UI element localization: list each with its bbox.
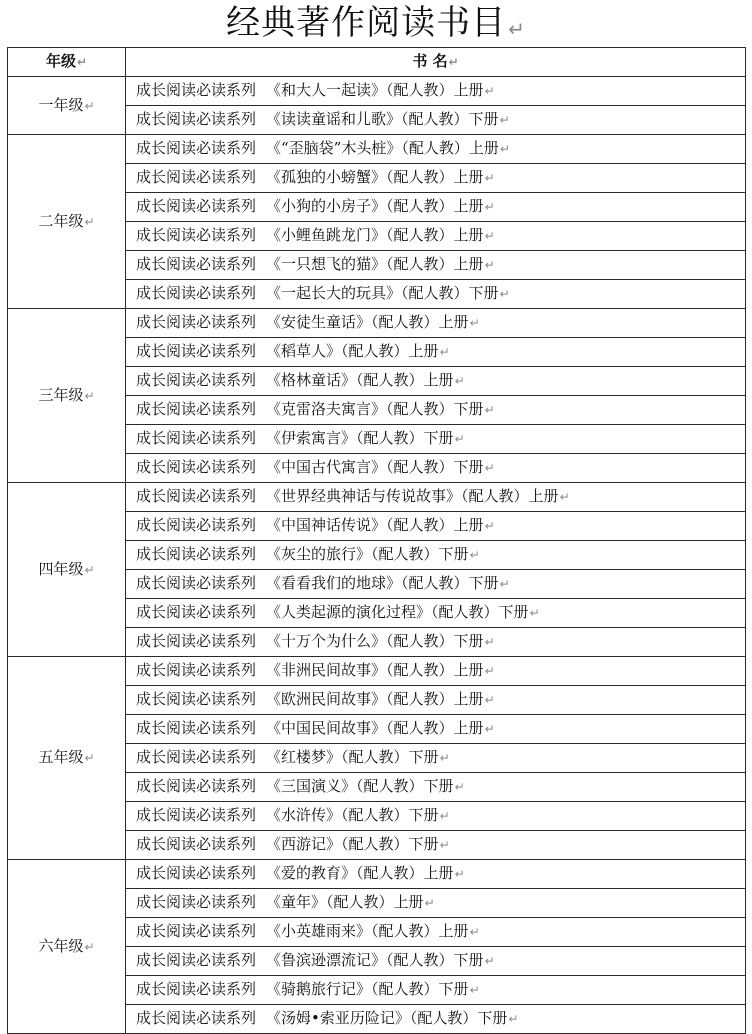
book-volume: 上册 xyxy=(423,371,454,389)
paragraph-mark-icon: ↵ xyxy=(484,722,495,736)
book-volume: 上册 xyxy=(453,661,484,679)
paragraph-mark-icon: ↵ xyxy=(499,287,510,301)
paragraph-mark-icon: ↵ xyxy=(454,374,465,388)
book-volume: 上册 xyxy=(453,516,484,534)
paragraph-mark-icon: ↵ xyxy=(439,345,450,359)
book-edition: （配人教） xyxy=(341,748,409,766)
table-body xyxy=(8,77,746,1034)
paragraph-mark-icon: ↵ xyxy=(484,229,495,243)
table-row xyxy=(8,860,746,889)
book-edition: （配人教） xyxy=(386,226,454,244)
grade-cell xyxy=(8,77,126,135)
book-name: 《灰尘的旅行》 xyxy=(266,545,372,563)
book-cell xyxy=(126,1005,746,1034)
paragraph-mark-icon: ↵ xyxy=(448,55,459,69)
title-bar xyxy=(0,0,752,46)
book-volume: 上册 xyxy=(453,226,484,244)
book-name: 《孤独的小螃蟹》 xyxy=(266,168,387,186)
book-edition: （配人教） xyxy=(341,342,409,360)
book-edition: （配人教） xyxy=(326,893,394,911)
book-edition: （配人教） xyxy=(371,545,439,563)
book-series: 成长阅读必读系列 xyxy=(136,603,257,621)
book-series: 成长阅读必读系列 xyxy=(136,487,257,505)
book-series: 成长阅读必读系列 xyxy=(136,835,257,853)
book-edition: （配人教） xyxy=(461,487,529,505)
book-name: 《欧洲民间故事》 xyxy=(266,690,387,708)
book-cell xyxy=(126,831,746,860)
paragraph-mark-icon: ↵ xyxy=(469,548,480,562)
table-header-row xyxy=(8,48,746,77)
paragraph-mark-icon: ↵ xyxy=(76,55,88,69)
book-cell xyxy=(126,164,746,193)
paragraph-mark-icon: ↵ xyxy=(84,98,95,113)
grade-label: 一年级 xyxy=(38,95,84,114)
grade-cell xyxy=(8,135,126,309)
book-series: 成长阅读必读系列 xyxy=(136,806,257,824)
book-name: 《童年》 xyxy=(266,893,327,911)
book-series: 成长阅读必读系列 xyxy=(136,719,257,737)
book-cell xyxy=(126,599,746,628)
book-volume: 上册 xyxy=(453,81,484,99)
book-name: 《稻草人》 xyxy=(266,342,342,360)
paragraph-mark-icon: ↵ xyxy=(484,635,495,649)
book-series: 成长阅读必读系列 xyxy=(136,371,257,389)
book-name: 《安徒生童话》 xyxy=(266,313,372,331)
book-volume: 下册 xyxy=(453,951,484,969)
paragraph-mark-icon: ↵ xyxy=(84,939,95,954)
table-row xyxy=(8,135,746,164)
paragraph-mark-icon: ↵ xyxy=(484,664,495,678)
book-name: 《鲁滨逊漂流记》 xyxy=(266,951,387,969)
book-cell xyxy=(126,135,746,164)
paragraph-mark-icon: ↵ xyxy=(84,562,95,577)
reading-list-table xyxy=(7,47,746,1034)
book-cell xyxy=(126,367,746,396)
table-row xyxy=(8,77,746,106)
book-series: 成长阅读必读系列 xyxy=(136,284,257,302)
book-edition: （配人教） xyxy=(386,168,454,186)
book-cell xyxy=(126,338,746,367)
book-name: 《爱的教育》 xyxy=(266,864,357,882)
book-volume: 上册 xyxy=(528,487,559,505)
book-edition: （配人教） xyxy=(371,922,439,940)
paragraph-mark-icon: ↵ xyxy=(469,983,480,997)
book-name: 《汤姆•索亚历险记》 xyxy=(266,1009,410,1027)
book-series: 成长阅读必读系列 xyxy=(136,748,257,766)
book-name: 《水浒传》 xyxy=(266,806,342,824)
table-row xyxy=(8,309,746,338)
grade-label: 二年级 xyxy=(38,211,84,230)
paragraph-mark-icon: ↵ xyxy=(439,838,450,852)
paragraph-mark-icon: ↵ xyxy=(439,809,450,823)
grade-label: 六年级 xyxy=(38,936,84,955)
book-name: 《读读童谣和儿歌》 xyxy=(266,110,402,128)
book-cell xyxy=(126,657,746,686)
paragraph-mark-icon: ↵ xyxy=(484,171,495,185)
book-volume: 下册 xyxy=(453,458,484,476)
header-grade-text: 年级 xyxy=(45,52,76,70)
grade-label: 三年级 xyxy=(38,385,84,404)
book-name: 《格林童话》 xyxy=(266,371,357,389)
book-series: 成长阅读必读系列 xyxy=(136,893,257,911)
book-cell xyxy=(126,744,746,773)
book-volume: 下册 xyxy=(423,777,454,795)
book-cell xyxy=(126,425,746,454)
book-volume: 下册 xyxy=(408,835,439,853)
book-series: 成长阅读必读系列 xyxy=(136,226,257,244)
book-cell xyxy=(126,570,746,599)
book-volume: 上册 xyxy=(408,342,439,360)
book-edition: （配人教） xyxy=(356,777,424,795)
book-name: 《小狗的小房子》 xyxy=(266,197,387,215)
book-volume: 下册 xyxy=(438,545,469,563)
book-series: 成长阅读必读系列 xyxy=(136,951,257,969)
paragraph-mark-icon: ↵ xyxy=(84,214,95,229)
table-row xyxy=(8,657,746,686)
book-cell xyxy=(126,454,746,483)
book-edition: （配人教） xyxy=(401,574,469,592)
book-cell xyxy=(126,628,746,657)
book-series: 成长阅读必读系列 xyxy=(136,690,257,708)
book-volume: 上册 xyxy=(438,922,469,940)
book-edition: （配人教） xyxy=(356,429,424,447)
book-name: 《中国民间故事》 xyxy=(266,719,387,737)
book-edition: （配人教） xyxy=(356,864,424,882)
paragraph-mark-icon: ↵ xyxy=(484,693,495,707)
book-volume: 下册 xyxy=(477,1009,508,1027)
book-series: 成长阅读必读系列 xyxy=(136,168,257,186)
book-cell xyxy=(126,773,746,802)
book-name: 《三国演义》 xyxy=(266,777,357,795)
book-cell xyxy=(126,686,746,715)
book-edition: （配人教） xyxy=(341,835,409,853)
book-edition: （配人教） xyxy=(409,1009,478,1027)
book-volume: 上册 xyxy=(468,139,499,157)
book-name: 《十万个为什么》 xyxy=(266,632,387,650)
paragraph-mark-icon: ↵ xyxy=(484,403,495,417)
header-book-title-text: 书 名 xyxy=(412,52,448,70)
paragraph-mark-icon: ↵ xyxy=(469,925,480,939)
book-volume: 下册 xyxy=(498,603,529,621)
paragraph-mark-icon: ↵ xyxy=(499,113,510,127)
grade-label: 四年级 xyxy=(38,559,84,578)
book-name: 《和大人一起读》 xyxy=(266,81,387,99)
book-edition: （配人教） xyxy=(386,661,454,679)
book-series: 成长阅读必读系列 xyxy=(136,429,257,447)
book-series: 成长阅读必读系列 xyxy=(136,864,257,882)
book-cell xyxy=(126,309,746,338)
grade-cell xyxy=(8,309,126,483)
book-series: 成长阅读必读系列 xyxy=(136,313,257,331)
book-edition: （配人教） xyxy=(356,371,424,389)
paragraph-mark-icon: ↵ xyxy=(484,519,495,533)
document-title-text: 经典著作阅读书目 xyxy=(226,3,507,43)
book-cell xyxy=(126,889,746,918)
paragraph-mark-icon: ↵ xyxy=(484,461,495,475)
book-edition: （配人教） xyxy=(341,806,409,824)
book-volume: 上册 xyxy=(423,864,454,882)
book-series: 成长阅读必读系列 xyxy=(136,661,257,679)
grade-cell xyxy=(8,860,126,1034)
book-series: 成长阅读必读系列 xyxy=(136,255,257,273)
book-volume: 上册 xyxy=(393,893,424,911)
book-name: 《一起长大的玩具》 xyxy=(266,284,402,302)
book-volume: 下册 xyxy=(408,806,439,824)
book-cell xyxy=(126,396,746,425)
book-cell xyxy=(126,251,746,280)
book-name: 《中国古代寓言》 xyxy=(266,458,387,476)
book-edition: （配人教） xyxy=(386,197,454,215)
book-cell xyxy=(126,280,746,309)
paragraph-mark-icon: ↵ xyxy=(559,490,570,504)
book-cell xyxy=(126,918,746,947)
book-edition: （配人教） xyxy=(401,284,469,302)
book-cell xyxy=(126,77,746,106)
paragraph-mark-icon: ↵ xyxy=(454,780,465,794)
book-name: 《克雷洛夫寓言》 xyxy=(266,400,387,418)
book-edition: （配人教） xyxy=(371,980,439,998)
book-cell xyxy=(126,802,746,831)
paragraph-mark-icon: ↵ xyxy=(529,606,540,620)
book-volume: 下册 xyxy=(468,110,499,128)
book-volume: 上册 xyxy=(453,255,484,273)
book-series: 成长阅读必读系列 xyxy=(136,342,257,360)
book-series: 成长阅读必读系列 xyxy=(136,574,257,592)
book-series: 成长阅读必读系列 xyxy=(136,197,257,215)
grade-cell xyxy=(8,483,126,657)
book-series: 成长阅读必读系列 xyxy=(136,632,257,650)
book-edition: （配人教） xyxy=(386,81,454,99)
paragraph-mark-icon: ↵ xyxy=(484,258,495,272)
book-name: 《“歪脑袋”木头桩》 xyxy=(266,139,402,157)
grade-label: 五年级 xyxy=(38,748,84,766)
book-series: 成长阅读必读系列 xyxy=(136,1009,257,1027)
book-volume: 下册 xyxy=(438,980,469,998)
book-volume: 下册 xyxy=(468,574,499,592)
book-edition: （配人教） xyxy=(401,139,469,157)
header-grade xyxy=(8,48,126,77)
book-volume: 上册 xyxy=(438,313,469,331)
book-edition: （配人教） xyxy=(386,255,454,273)
book-edition: （配人教） xyxy=(371,313,439,331)
book-cell xyxy=(126,947,746,976)
book-cell xyxy=(126,541,746,570)
paragraph-mark-icon: ↵ xyxy=(454,432,465,446)
paragraph-mark-icon: ↵ xyxy=(484,200,495,214)
book-edition: （配人教） xyxy=(386,400,454,418)
book-volume: 上册 xyxy=(453,690,484,708)
paragraph-mark-icon: ↵ xyxy=(84,388,95,403)
book-edition: （配人教） xyxy=(386,690,454,708)
paragraph-mark-icon: ↵ xyxy=(508,1012,519,1026)
book-volume: 上册 xyxy=(453,719,484,737)
book-volume: 下册 xyxy=(468,284,499,302)
book-series: 成长阅读必读系列 xyxy=(136,458,257,476)
document-title xyxy=(226,0,526,52)
book-volume: 上册 xyxy=(453,197,484,215)
paragraph-mark-icon: ↵ xyxy=(499,577,510,591)
book-volume: 下册 xyxy=(408,748,439,766)
book-name: 《人类起源的演化过程》 xyxy=(266,603,432,621)
book-cell xyxy=(126,976,746,1005)
book-series: 成长阅读必读系列 xyxy=(136,545,257,563)
book-series: 成长阅读必读系列 xyxy=(136,81,257,99)
book-series: 成长阅读必读系列 xyxy=(136,980,257,998)
paragraph-mark-icon: ↵ xyxy=(424,896,435,910)
book-series: 成长阅读必读系列 xyxy=(136,400,257,418)
book-volume: 下册 xyxy=(453,400,484,418)
book-name: 《小英雄雨来》 xyxy=(266,922,372,940)
book-name: 《西游记》 xyxy=(266,835,342,853)
book-volume: 下册 xyxy=(453,632,484,650)
book-series: 成长阅读必读系列 xyxy=(136,922,257,940)
header-book-title xyxy=(126,48,746,77)
book-name: 《非洲民间故事》 xyxy=(266,661,387,679)
book-name: 《看看我们的地球》 xyxy=(266,574,402,592)
book-name: 《骑鹅旅行记》 xyxy=(266,980,372,998)
book-cell xyxy=(126,222,746,251)
book-cell xyxy=(126,860,746,889)
book-volume: 下册 xyxy=(423,429,454,447)
book-cell xyxy=(126,715,746,744)
grade-cell xyxy=(8,657,126,860)
book-edition: （配人教） xyxy=(431,603,499,621)
book-edition: （配人教） xyxy=(386,719,454,737)
book-cell xyxy=(126,483,746,512)
table-row xyxy=(8,483,746,512)
book-volume: 上册 xyxy=(453,168,484,186)
book-edition: （配人教） xyxy=(386,951,454,969)
book-name: 《中国神话传说》 xyxy=(266,516,387,534)
book-name: 《世界经典神话与传说故事》 xyxy=(266,487,462,505)
book-edition: （配人教） xyxy=(386,458,454,476)
book-series: 成长阅读必读系列 xyxy=(136,110,257,128)
book-series: 成长阅读必读系列 xyxy=(136,516,257,534)
book-series: 成长阅读必读系列 xyxy=(136,777,257,795)
paragraph-mark-icon: ↵ xyxy=(508,17,526,41)
book-edition: （配人教） xyxy=(386,516,454,534)
book-name: 《小鲤鱼跳龙门》 xyxy=(266,226,387,244)
paragraph-mark-icon: ↵ xyxy=(499,142,510,156)
book-series: 成长阅读必读系列 xyxy=(136,139,257,157)
paragraph-mark-icon: ↵ xyxy=(484,954,495,968)
book-cell xyxy=(126,106,746,135)
book-name: 《伊索寓言》 xyxy=(266,429,357,447)
book-name: 《一只想飞的猫》 xyxy=(266,255,387,273)
book-name: 《红楼梦》 xyxy=(266,748,342,766)
paragraph-mark-icon: ↵ xyxy=(84,751,95,765)
book-edition: （配人教） xyxy=(386,632,454,650)
book-cell xyxy=(126,512,746,541)
paragraph-mark-icon: ↵ xyxy=(484,84,495,98)
paragraph-mark-icon: ↵ xyxy=(454,867,465,881)
book-edition: （配人教） xyxy=(401,110,469,128)
paragraph-mark-icon: ↵ xyxy=(439,751,450,765)
book-cell xyxy=(126,193,746,222)
paragraph-mark-icon: ↵ xyxy=(469,316,480,330)
